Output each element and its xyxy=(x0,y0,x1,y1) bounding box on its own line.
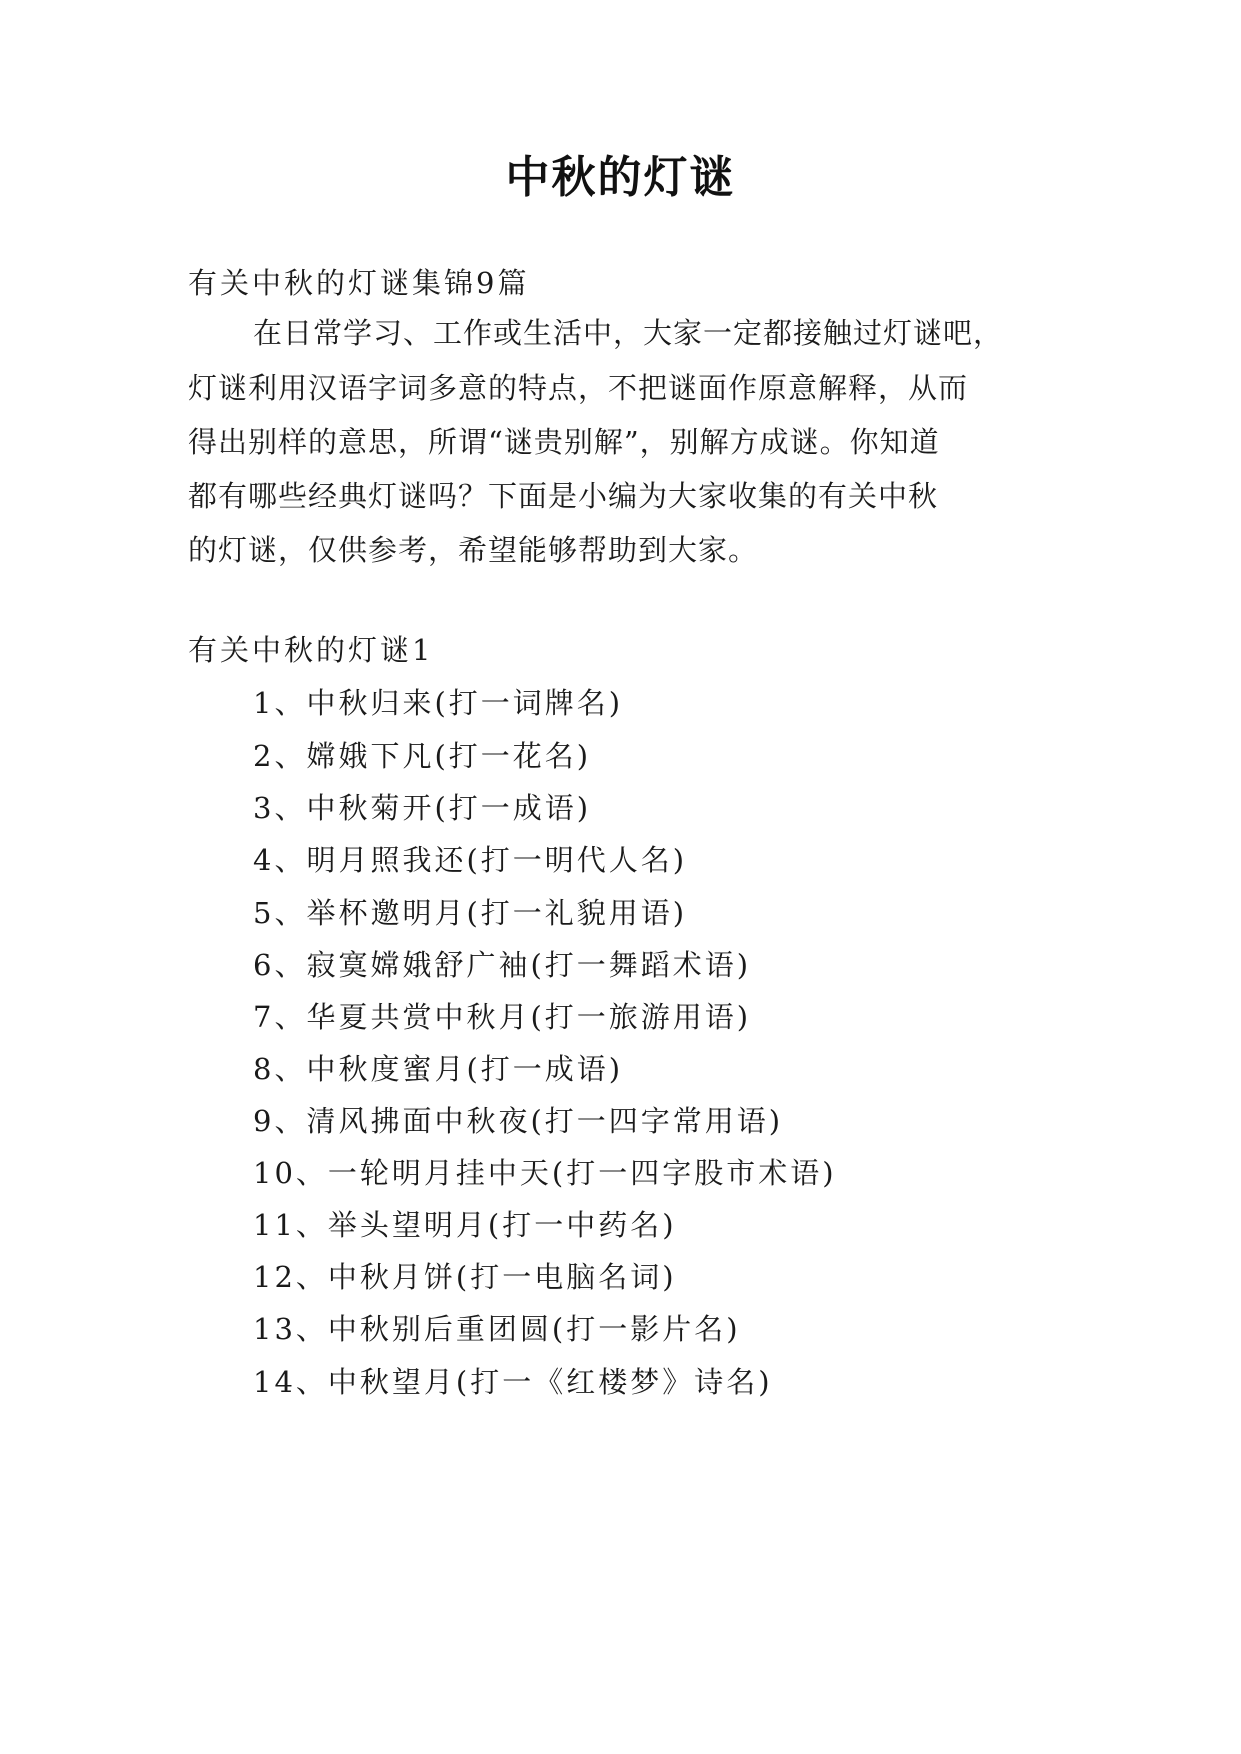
riddle-item-12: 12、中秋月饼(打一电脑名词) xyxy=(253,1260,677,1294)
intro-line-2: 灯谜利用汉语字词多意的特点，不把谜面作原意解释，从而 xyxy=(188,371,969,405)
intro-line-3: 得出别样的意思，所谓“谜贵别解”，别解方成谜。你知道 xyxy=(188,425,940,459)
riddle-item-13: 13、中秋别后重团圆(打一影片名) xyxy=(253,1312,741,1346)
riddle-item-3: 3、中秋菊开(打一成语) xyxy=(253,791,592,825)
riddle-item-14: 14、中秋望月(打一《红楼梦》诗名) xyxy=(253,1365,773,1399)
document-title: 中秋的灯谜 xyxy=(505,152,736,203)
riddle-item-5: 5、举杯邀明月(打一礼貌用语) xyxy=(253,896,688,930)
riddle-item-9: 9、清风拂面中秋夜(打一四字常用语) xyxy=(253,1104,784,1138)
riddle-item-1: 1、中秋归来(打一词牌名) xyxy=(253,686,624,720)
riddle-item-6: 6、寂寞嫦娥舒广袖(打一舞蹈术语) xyxy=(253,948,752,982)
collection-subtitle: 有关中秋的灯谜集锦9篇 xyxy=(188,266,530,300)
intro-line-4: 都有哪些经典灯谜吗？下面是小编为大家收集的有关中秋 xyxy=(188,479,939,513)
riddle-item-8: 8、中秋度蜜月(打一成语) xyxy=(253,1052,624,1086)
riddle-item-4: 4、明月照我还(打一明代人名) xyxy=(253,843,688,877)
intro-line-5: 的灯谜，仅供参考，希望能够帮助到大家。 xyxy=(188,533,759,567)
riddle-item-11: 11、举头望明月(打一中药名) xyxy=(253,1208,677,1242)
riddle-item-10: 10、一轮明月挂中天(打一四字股市术语) xyxy=(253,1156,837,1190)
riddle-item-2: 2、嫦娥下凡(打一花名) xyxy=(253,739,592,773)
section-heading: 有关中秋的灯谜1 xyxy=(188,633,434,667)
riddle-item-7: 7、华夏共赏中秋月(打一旅游用语) xyxy=(253,1000,752,1034)
intro-line-1: 在日常学习、工作或生活中，大家一定都接触过灯谜吧， xyxy=(253,316,1004,350)
